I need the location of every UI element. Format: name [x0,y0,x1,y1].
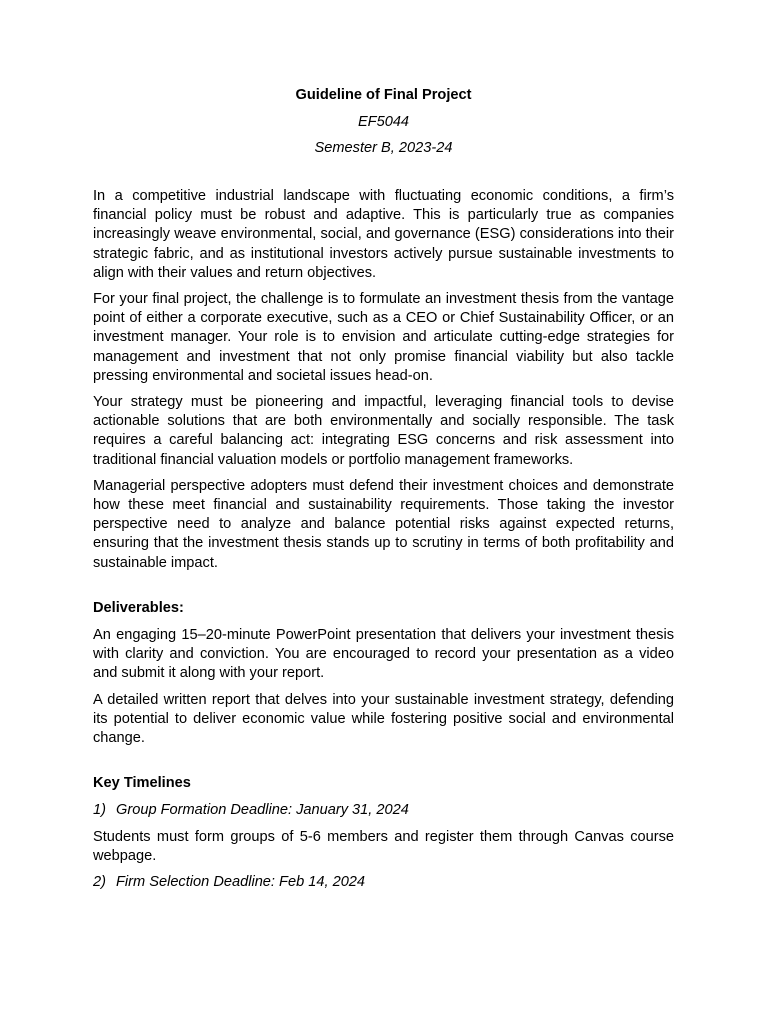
deliverables-section [93,599,674,748]
timeline-item [93,873,674,892]
document-title: Guideline of Final Project [295,87,472,103]
intro-paragraph: In a competitive industrial landscape with fluctuating economic conditions, a firm’s financial policy must be robust and adaptive. This is particularly true as companies increasingly weave environmental, social, and governance (ESG) considerations into their strategic fabric, and as institutional investors actively pursue sustainable investments to align with their values and return objectives. [93,188,674,281]
document-header [93,86,674,158]
timeline-item-description: Students must form groups of 5-6 members and register them through Canvas course webpage. [93,828,674,864]
timeline-item-number: 2) [93,874,106,891]
timeline-item-number: 1) [93,802,106,819]
timelines-section [93,774,674,892]
intro-section [93,187,674,573]
intro-paragraph: For your final project, the challenge is to formulate an investment thesis from the vantage point of either a corporate executive, such as a CEO or Chief Sustainability Officer, or an investment manager. Your role is to envision and articulate cutting-edge strategies for management and investment that not only promise financial viability but also tackle pressing environmental and societal issues head-on. [93,291,674,384]
timeline-item-label: Group Formation Deadline: January 31, 2024 [116,802,409,819]
course-code: EF5044 [357,114,410,130]
deliverable-paragraph: A detailed written report that delves into your sustainable investment strategy, defending its potential to deliver economic value while fostering positive social and environmental change. [93,691,674,747]
intro-paragraph: Managerial perspective adopters must defend their investment choices and demonstrate how these meet financial and sustainability requirements. Those taking the investor perspective need to analyze and balance potential risks against expected returns, ensuring that the investment thesis stands up to scrutiny in terms of both profitability and sustainable impact. [93,477,674,571]
deliverable-paragraph: An engaging 15–20-minute PowerPoint presentation that delivers your investment thesis with clarity and conviction. You are encouraged to record your presentation as a video and submit it along with your report. [93,627,674,682]
deliverables-heading: Deliverables: [93,599,184,616]
semester-label: Semester B, 2023-24 [314,140,453,156]
timeline-item [93,801,674,820]
timelines-heading: Key Timelines [93,775,191,792]
document-page [93,86,674,899]
timeline-item-label: Firm Selection Deadline: Feb 14, 2024 [116,874,366,891]
intro-paragraph: Your strategy must be pioneering and impactful, leveraging financial tools to devise actionable solutions that are both environmentally and socially responsible. The task requires a careful balancing act: integrating ESG concerns and risk assessment into traditional financial valuation models or portfolio management frameworks. [93,394,674,468]
